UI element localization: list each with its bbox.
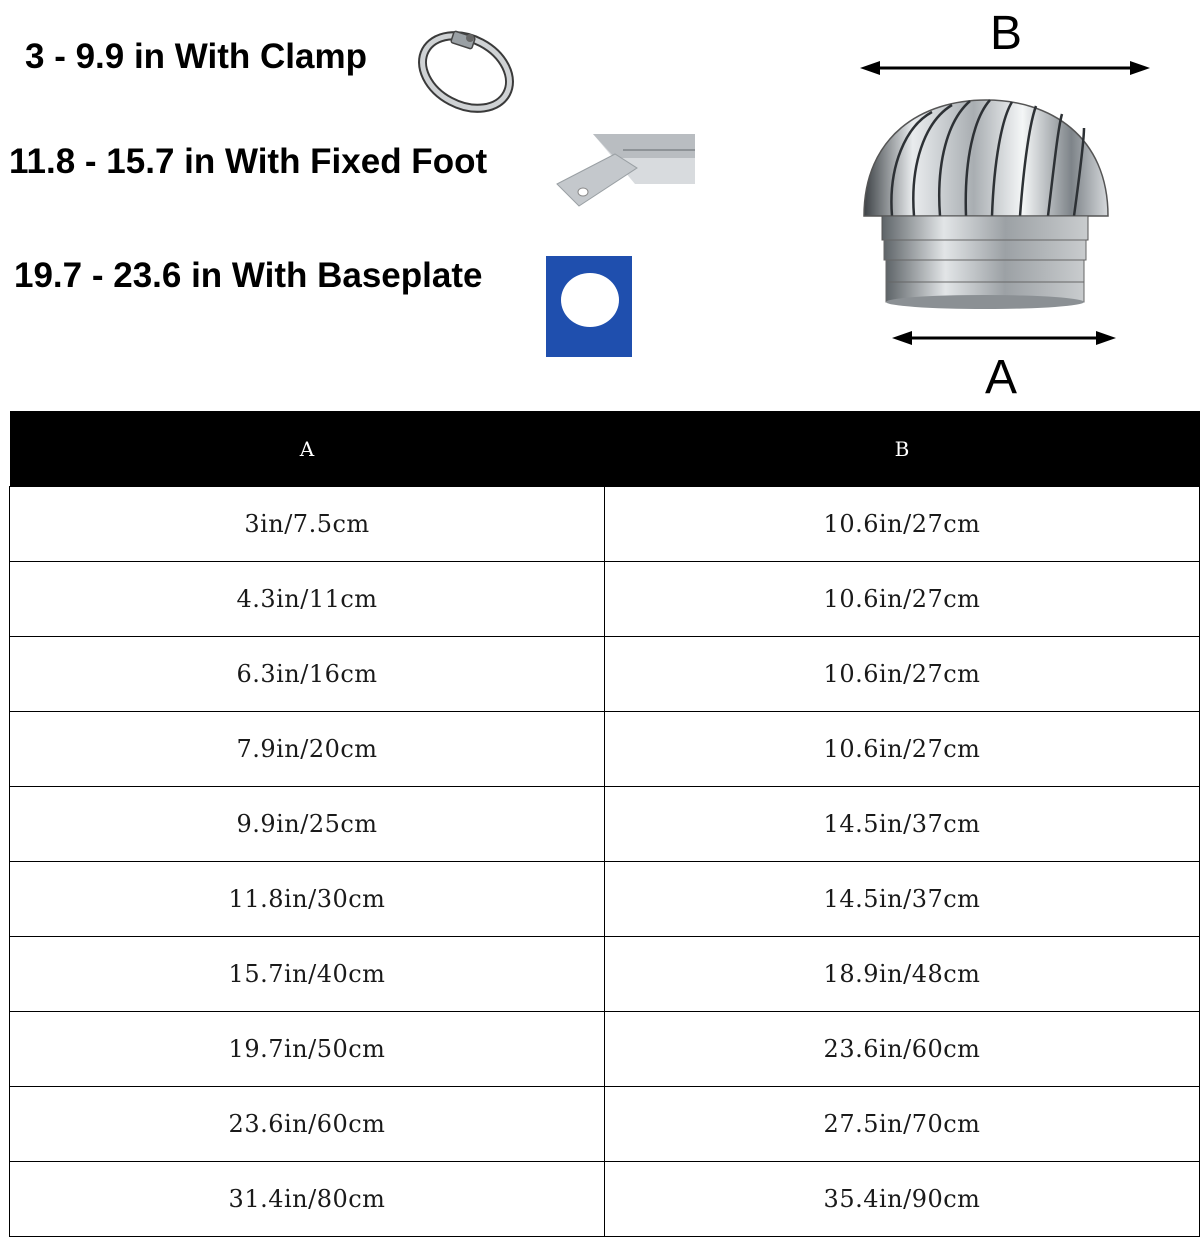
dimension-diagram — [850, 0, 1170, 405]
cell-a: 11.8in/30cm — [10, 862, 605, 937]
table-row — [10, 712, 1200, 787]
table-header-row — [10, 411, 1200, 487]
hose-clamp-icon — [408, 20, 520, 115]
cell-b: 10.6in/27cm — [605, 712, 1200, 787]
dimension-arrow-b — [860, 58, 1150, 78]
cell-b: 14.5in/37cm — [605, 862, 1200, 937]
install-option-label: 3 - 9.9 in With Clamp — [25, 37, 367, 76]
turbine-ventilator-icon — [862, 96, 1112, 328]
cell-b: 23.6in/60cm — [605, 1012, 1200, 1087]
cell-b: 10.6in/27cm — [605, 487, 1200, 562]
install-option-label: 19.7 - 23.6 in With Baseplate — [14, 256, 483, 295]
cell-b: 35.4in/90cm — [605, 1162, 1200, 1237]
table-row — [10, 637, 1200, 712]
fixed-foot-bracket-icon — [545, 128, 695, 210]
cell-a: 31.4in/80cm — [10, 1162, 605, 1237]
cell-a: 23.6in/60cm — [10, 1087, 605, 1162]
dimension-arrow-a — [892, 328, 1116, 348]
cell-a: 9.9in/25cm — [10, 787, 605, 862]
table-row — [10, 937, 1200, 1012]
cell-a: 15.7in/40cm — [10, 937, 605, 1012]
size-table — [9, 411, 1200, 1237]
cell-b: 27.5in/70cm — [605, 1087, 1200, 1162]
table-row — [10, 787, 1200, 862]
table-row — [10, 487, 1200, 562]
table-row — [10, 1087, 1200, 1162]
cell-a: 4.3in/11cm — [10, 562, 605, 637]
cell-b: 18.9in/48cm — [605, 937, 1200, 1012]
baseplate-icon — [546, 256, 632, 357]
cell-a: 6.3in/16cm — [10, 637, 605, 712]
cell-a: 3in/7.5cm — [10, 487, 605, 562]
cell-a: 19.7in/50cm — [10, 1012, 605, 1087]
install-option-label: 11.8 - 15.7 in With Fixed Foot — [9, 142, 488, 181]
table-row — [10, 562, 1200, 637]
table-row — [10, 862, 1200, 937]
cell-b: 14.5in/37cm — [605, 787, 1200, 862]
column-header-a: A — [10, 411, 605, 487]
dimension-label-b: B — [990, 7, 1023, 60]
column-header-b: B — [605, 411, 1200, 487]
table-row — [10, 1162, 1200, 1237]
cell-b: 10.6in/27cm — [605, 562, 1200, 637]
cell-a: 7.9in/20cm — [10, 712, 605, 787]
cell-b: 10.6in/27cm — [605, 637, 1200, 712]
table-row — [10, 1012, 1200, 1087]
dimension-label-a: A — [985, 351, 1018, 404]
